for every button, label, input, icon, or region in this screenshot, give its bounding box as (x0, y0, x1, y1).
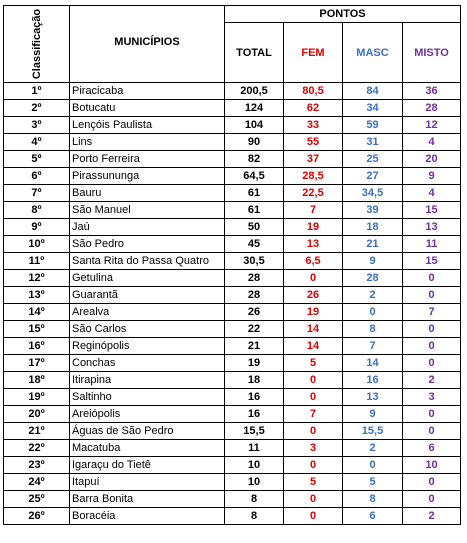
fem-cell: 5 (284, 474, 343, 491)
municipio-cell: Arealva (70, 304, 225, 321)
municipio-cell: São Pedro (70, 236, 225, 253)
fem-cell: 7 (284, 406, 343, 423)
municipio-cell: Lins (70, 134, 225, 151)
masc-cell: 8 (343, 321, 403, 338)
rank-cell: 20º (4, 406, 70, 423)
municipio-cell: São Manuel (70, 202, 225, 219)
masc-cell: 0 (343, 457, 403, 474)
masc-cell: 31 (343, 134, 403, 151)
masc-cell: 34 (343, 100, 403, 117)
total-cell: 22 (225, 321, 284, 338)
fem-cell: 80,5 (284, 83, 343, 100)
fem-cell: 26 (284, 287, 343, 304)
total-cell: 10 (225, 457, 284, 474)
municipio-cell: Itirapina (70, 372, 225, 389)
municipio-cell: Bauru (70, 185, 225, 202)
table-row (4, 287, 461, 304)
total-cell: 90 (225, 134, 284, 151)
total-cell: 11 (225, 440, 284, 457)
pontos-header: PONTOS (225, 6, 461, 23)
rank-cell: 9º (4, 219, 70, 236)
masc-cell: 5 (343, 474, 403, 491)
fem-cell: 19 (284, 304, 343, 321)
rank-cell: 13º (4, 287, 70, 304)
fem-header: FEM (284, 23, 343, 83)
total-cell: 19 (225, 355, 284, 372)
rank-cell: 21º (4, 423, 70, 440)
table-row (4, 236, 461, 253)
total-header: TOTAL (225, 23, 284, 83)
table-row (4, 100, 461, 117)
table-row (4, 185, 461, 202)
rank-cell: 5º (4, 151, 70, 168)
fem-cell: 55 (284, 134, 343, 151)
table-header (4, 6, 461, 83)
masc-cell: 9 (343, 253, 403, 270)
rank-cell: 24º (4, 474, 70, 491)
fem-cell: 0 (284, 372, 343, 389)
municipio-cell: Areiópolis (70, 406, 225, 423)
table-row (4, 168, 461, 185)
misto-cell: 9 (403, 168, 461, 185)
rank-cell: 19º (4, 389, 70, 406)
table-row (4, 134, 461, 151)
misto-cell: 6 (403, 440, 461, 457)
misto-cell: 0 (403, 474, 461, 491)
misto-cell: 15 (403, 253, 461, 270)
total-cell: 26 (225, 304, 284, 321)
table-row (4, 151, 461, 168)
masc-header: MASC (343, 23, 403, 83)
misto-cell: 2 (403, 372, 461, 389)
municipio-cell: Jaú (70, 219, 225, 236)
municipios-header: MUNICÍPIOS (70, 6, 225, 83)
fem-cell: 22,5 (284, 185, 343, 202)
total-cell: 50 (225, 219, 284, 236)
fem-cell: 62 (284, 100, 343, 117)
total-cell: 64,5 (225, 168, 284, 185)
masc-cell: 25 (343, 151, 403, 168)
table-row (4, 372, 461, 389)
masc-cell: 15,5 (343, 423, 403, 440)
fem-cell: 5 (284, 355, 343, 372)
misto-cell: 13 (403, 219, 461, 236)
misto-cell: 0 (403, 270, 461, 287)
total-cell: 8 (225, 491, 284, 508)
masc-cell: 16 (343, 372, 403, 389)
rank-cell: 22º (4, 440, 70, 457)
total-cell: 124 (225, 100, 284, 117)
fem-cell: 0 (284, 270, 343, 287)
table-row (4, 338, 461, 355)
rank-cell: 17º (4, 355, 70, 372)
misto-cell: 7 (403, 304, 461, 321)
masc-cell: 18 (343, 219, 403, 236)
municipio-cell: Porto Ferreira (70, 151, 225, 168)
municipio-cell: Igaraçu do Tietê (70, 457, 225, 474)
table-row (4, 423, 461, 440)
masc-cell: 84 (343, 83, 403, 100)
fem-cell: 14 (284, 321, 343, 338)
table-row (4, 406, 461, 423)
table-row (4, 491, 461, 508)
municipio-cell: Reginópolis (70, 338, 225, 355)
total-cell: 15,5 (225, 423, 284, 440)
rank-cell: 2º (4, 100, 70, 117)
municipio-cell: Pirassununga (70, 168, 225, 185)
misto-cell: 4 (403, 134, 461, 151)
rank-cell: 8º (4, 202, 70, 219)
total-cell: 45 (225, 236, 284, 253)
table-row (4, 202, 461, 219)
masc-cell: 8 (343, 491, 403, 508)
fem-cell: 0 (284, 423, 343, 440)
fem-cell: 0 (284, 508, 343, 525)
municipio-cell: Barra Bonita (70, 491, 225, 508)
rank-cell: 1º (4, 83, 70, 100)
total-cell: 10 (225, 474, 284, 491)
municipio-cell: Santa Rita do Passa Quatro (70, 253, 225, 270)
table-row (4, 440, 461, 457)
total-cell: 104 (225, 117, 284, 134)
fem-cell: 37 (284, 151, 343, 168)
masc-cell: 7 (343, 338, 403, 355)
masc-cell: 34,5 (343, 185, 403, 202)
misto-cell: 4 (403, 185, 461, 202)
municipio-cell: Águas de São Pedro (70, 423, 225, 440)
table-row (4, 219, 461, 236)
rank-cell: 6º (4, 168, 70, 185)
rank-cell: 18º (4, 372, 70, 389)
masc-cell: 0 (343, 304, 403, 321)
total-cell: 82 (225, 151, 284, 168)
rank-cell: 3º (4, 117, 70, 134)
misto-cell: 0 (403, 423, 461, 440)
municipio-cell: Piracicaba (70, 83, 225, 100)
fem-cell: 0 (284, 389, 343, 406)
rank-cell: 10º (4, 236, 70, 253)
total-cell: 16 (225, 389, 284, 406)
fem-cell: 0 (284, 491, 343, 508)
masc-cell: 27 (343, 168, 403, 185)
total-cell: 61 (225, 185, 284, 202)
rank-cell: 15º (4, 321, 70, 338)
masc-cell: 59 (343, 117, 403, 134)
rank-cell: 4º (4, 134, 70, 151)
fem-cell: 7 (284, 202, 343, 219)
table-row (4, 304, 461, 321)
table-row (4, 474, 461, 491)
masc-cell: 39 (343, 202, 403, 219)
misto-cell: 0 (403, 287, 461, 304)
rank-cell: 12º (4, 270, 70, 287)
classificacao-header (4, 6, 70, 83)
misto-cell: 0 (403, 406, 461, 423)
classificacao-label: Classificação (30, 8, 43, 80)
misto-cell: 0 (403, 321, 461, 338)
municipio-cell: Itapuí (70, 474, 225, 491)
fem-cell: 19 (284, 219, 343, 236)
municipio-cell: Botucatu (70, 100, 225, 117)
table-row (4, 117, 461, 134)
table-row (4, 508, 461, 525)
municipio-cell: Boracéia (70, 508, 225, 525)
misto-cell: 15 (403, 202, 461, 219)
fem-cell: 13 (284, 236, 343, 253)
municipio-cell: Macatuba (70, 440, 225, 457)
masc-cell: 6 (343, 508, 403, 525)
masc-cell: 13 (343, 389, 403, 406)
ranking-table (3, 5, 461, 525)
misto-cell: 28 (403, 100, 461, 117)
rank-cell: 23º (4, 457, 70, 474)
fem-cell: 14 (284, 338, 343, 355)
misto-cell: 10 (403, 457, 461, 474)
masc-cell: 2 (343, 287, 403, 304)
fem-cell: 3 (284, 440, 343, 457)
municipio-cell: Getulina (70, 270, 225, 287)
total-cell: 8 (225, 508, 284, 525)
total-cell: 28 (225, 270, 284, 287)
rank-cell: 25º (4, 491, 70, 508)
masc-cell: 2 (343, 440, 403, 457)
misto-cell: 3 (403, 389, 461, 406)
masc-cell: 14 (343, 355, 403, 372)
rank-cell: 14º (4, 304, 70, 321)
table-body (4, 83, 461, 525)
misto-cell: 0 (403, 355, 461, 372)
misto-header: MISTO (403, 23, 461, 83)
fem-cell: 0 (284, 457, 343, 474)
table-row (4, 457, 461, 474)
total-cell: 28 (225, 287, 284, 304)
total-cell: 18 (225, 372, 284, 389)
total-cell: 200,5 (225, 83, 284, 100)
masc-cell: 28 (343, 270, 403, 287)
misto-cell: 0 (403, 491, 461, 508)
municipio-cell: Lençóis Paulista (70, 117, 225, 134)
rank-cell: 26º (4, 508, 70, 525)
misto-cell: 0 (403, 338, 461, 355)
rank-cell: 16º (4, 338, 70, 355)
fem-cell: 33 (284, 117, 343, 134)
municipio-cell: Conchas (70, 355, 225, 372)
misto-cell: 20 (403, 151, 461, 168)
municipio-cell: Saltinho (70, 389, 225, 406)
table-row (4, 253, 461, 270)
municipio-cell: Guarantã (70, 287, 225, 304)
fem-cell: 28,5 (284, 168, 343, 185)
table-row (4, 321, 461, 338)
total-cell: 21 (225, 338, 284, 355)
misto-cell: 12 (403, 117, 461, 134)
rank-cell: 7º (4, 185, 70, 202)
total-cell: 61 (225, 202, 284, 219)
misto-cell: 11 (403, 236, 461, 253)
total-cell: 16 (225, 406, 284, 423)
municipio-cell: São Carlos (70, 321, 225, 338)
masc-cell: 21 (343, 236, 403, 253)
table-row (4, 355, 461, 372)
misto-cell: 36 (403, 83, 461, 100)
rank-cell: 11º (4, 253, 70, 270)
total-cell: 30,5 (225, 253, 284, 270)
fem-cell: 6,5 (284, 253, 343, 270)
table-row (4, 83, 461, 100)
table-row (4, 389, 461, 406)
misto-cell: 2 (403, 508, 461, 525)
masc-cell: 9 (343, 406, 403, 423)
table-row (4, 270, 461, 287)
